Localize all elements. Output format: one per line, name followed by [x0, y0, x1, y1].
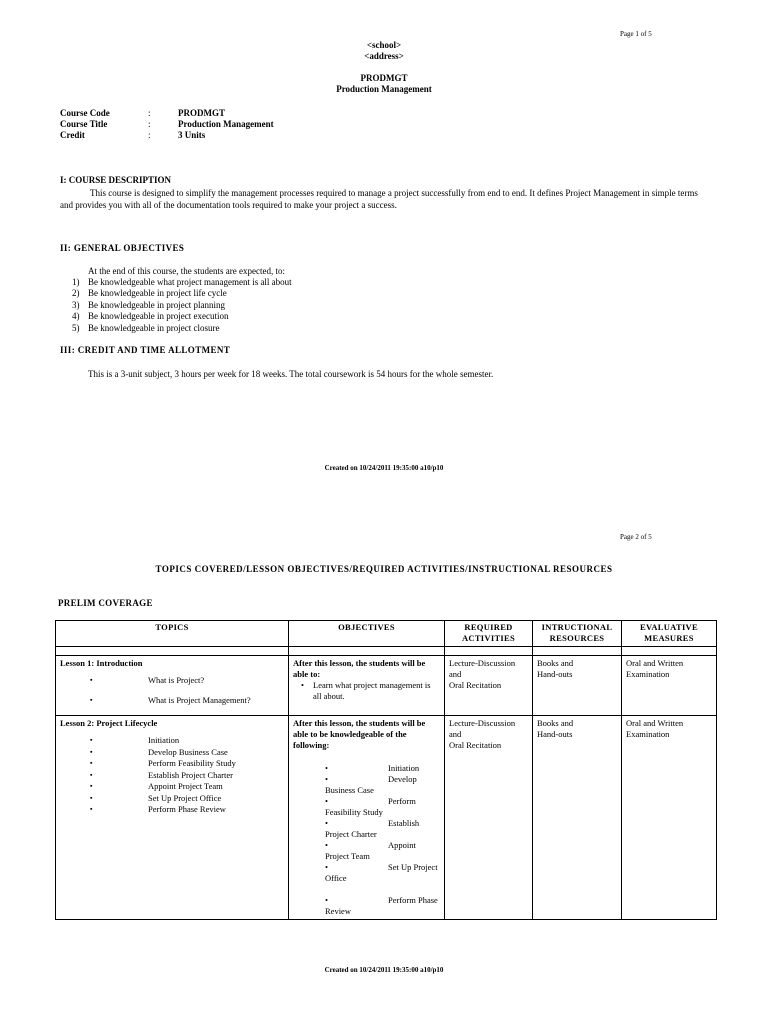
course-title-value: Production Management — [178, 119, 274, 129]
topics-heading: TOPICS COVERED/LESSON OBJECTIVES/REQUIRED ACTIVITIES/INSTRUCTIONAL RESOURCES — [155, 564, 613, 574]
course-title-heading: Production Management — [336, 84, 432, 94]
credit-time-text: This is a 3-unit subject, 3 hours per week for 18 weeks. The total coursework is 54 hours for the whole semester. — [88, 369, 494, 379]
lesson1-resources-cell: Books and Hand-outs — [533, 656, 622, 716]
list-item: • Learn what project management is all about. — [293, 680, 440, 702]
lesson1-topics-cell — [56, 656, 289, 716]
list-item: ▪ Set Up Project Office — [60, 793, 284, 805]
list-item: • Set Up Project Office — [325, 862, 438, 883]
course-code-heading: PRODMGT — [360, 73, 408, 83]
section-course-description-title: I: COURSE DESCRIPTION — [60, 175, 172, 185]
course-code-label: Course Code — [60, 108, 110, 118]
lesson1-objectives-cell — [289, 656, 445, 716]
lesson2-topics-cell — [56, 716, 289, 920]
course-title-label: Course Title — [60, 119, 108, 129]
list-item: ▪ Initiation — [60, 735, 284, 747]
page1-footer: Created on 10/24/2011 19:35:00 a10/p10 — [324, 464, 444, 472]
objective-item: 4) Be knowledgeable in project execution — [72, 311, 229, 322]
objective-item: 2) Be knowledgeable in project life cycle — [72, 288, 227, 299]
header-evaluative-measures: EVALUATIVE MEASURES — [622, 621, 717, 647]
course-description-text: This course is designed to simplify the management processes required to manage a project successfully from end to end. It defines Project Management in simple terms and provides you with all of the documentation tools required to make your project a success. — [60, 188, 698, 210]
page2-footer: Created on 10/24/2011 19:35:00 a10/p10 — [324, 966, 444, 974]
topics-table — [55, 620, 717, 920]
objective-item: 3) Be knowledgeable in project planning — [72, 299, 225, 310]
course-code-sep: : — [148, 108, 151, 118]
address-placeholder: <address> — [364, 51, 404, 61]
lesson1-objectives-intro: After this lesson, the students will be able to: — [293, 658, 426, 679]
credit-sep: : — [148, 130, 151, 140]
credit-row — [60, 130, 360, 142]
lesson2-activities-cell: Lecture-Discussion and Oral Recitation — [445, 716, 533, 920]
list-item: • Perform Phase Review — [325, 895, 438, 916]
page-number: Page 1 of 5 — [620, 30, 652, 38]
lesson1-title: Lesson 1: Introduction — [60, 658, 143, 668]
objectives-list — [72, 277, 292, 334]
lesson2-objectives-intro: After this lesson, the students will be able to be knowledgeable of the following: — [293, 718, 426, 750]
list-item: • Develop Business Case — [325, 774, 417, 795]
header-instructional-resources: INTRUCTIONAL RESOURCES — [533, 621, 622, 647]
lesson1-measures-cell: Oral and Written Examination — [622, 656, 717, 716]
objectives-intro: At the end of this course, the students are expected, to: — [88, 266, 285, 276]
list-item: • Initiation — [325, 763, 420, 773]
list-item: ▪ Appoint Project Team — [60, 781, 284, 793]
credit-label: Credit — [60, 130, 85, 140]
objective-item: 5) Be knowledgeable in project closure — [72, 322, 220, 333]
lesson2-title: Lesson 2: Project Lifecycle — [60, 718, 158, 728]
lesson1-activities-cell: Lecture-Discussion and Oral Recitation — [445, 656, 533, 716]
list-item: ▪ What is Project Management? — [60, 695, 284, 707]
list-item: ▪ What is Project? — [60, 675, 284, 687]
list-item: ▪ Establish Project Charter — [60, 770, 284, 782]
section-credit-time-title: III: CREDIT AND TIME ALLOTMENT — [60, 345, 231, 355]
lesson1-topics-list — [60, 675, 284, 706]
table-header-row — [56, 621, 717, 647]
objective-item: 1) Be knowledgeable what project management is all about — [72, 277, 292, 287]
list-item: ▪ Perform Feasibility Study — [60, 758, 284, 770]
list-item: ▪ Perform Phase Review — [60, 804, 284, 816]
page-number: Page 2 of 5 — [620, 533, 652, 541]
lesson2-resources-cell: Books and Hand-outs — [533, 716, 622, 920]
list-item: • Appoint Project Team — [325, 840, 416, 861]
list-item: • Perform Feasibility Study — [325, 796, 416, 817]
header-objectives: OBJECTIVES — [289, 621, 445, 647]
table-row — [56, 716, 717, 920]
list-item: ▪ Develop Business Case — [60, 747, 284, 759]
credit-value: 3 Units — [178, 130, 206, 140]
header-topics: TOPICS — [56, 621, 289, 647]
lesson2-measures-cell: Oral and Written Examination — [622, 716, 717, 920]
school-placeholder: <school> — [366, 40, 402, 50]
header-required-activities: REQUIRED ACTIVITIES — [445, 621, 533, 647]
list-item: • Establish Project Charter — [325, 818, 420, 839]
table-row — [56, 656, 717, 716]
lesson2-objectives-cell — [289, 716, 445, 920]
course-code-value: PRODMGT — [178, 108, 225, 118]
table-spacer-row — [56, 647, 717, 656]
lesson2-topics-list — [60, 735, 284, 816]
section-general-objectives-title: II: GENERAL OBJECTIVES — [60, 243, 185, 253]
course-title-sep: : — [148, 119, 151, 129]
prelim-coverage-heading: PRELIM COVERAGE — [58, 598, 153, 608]
